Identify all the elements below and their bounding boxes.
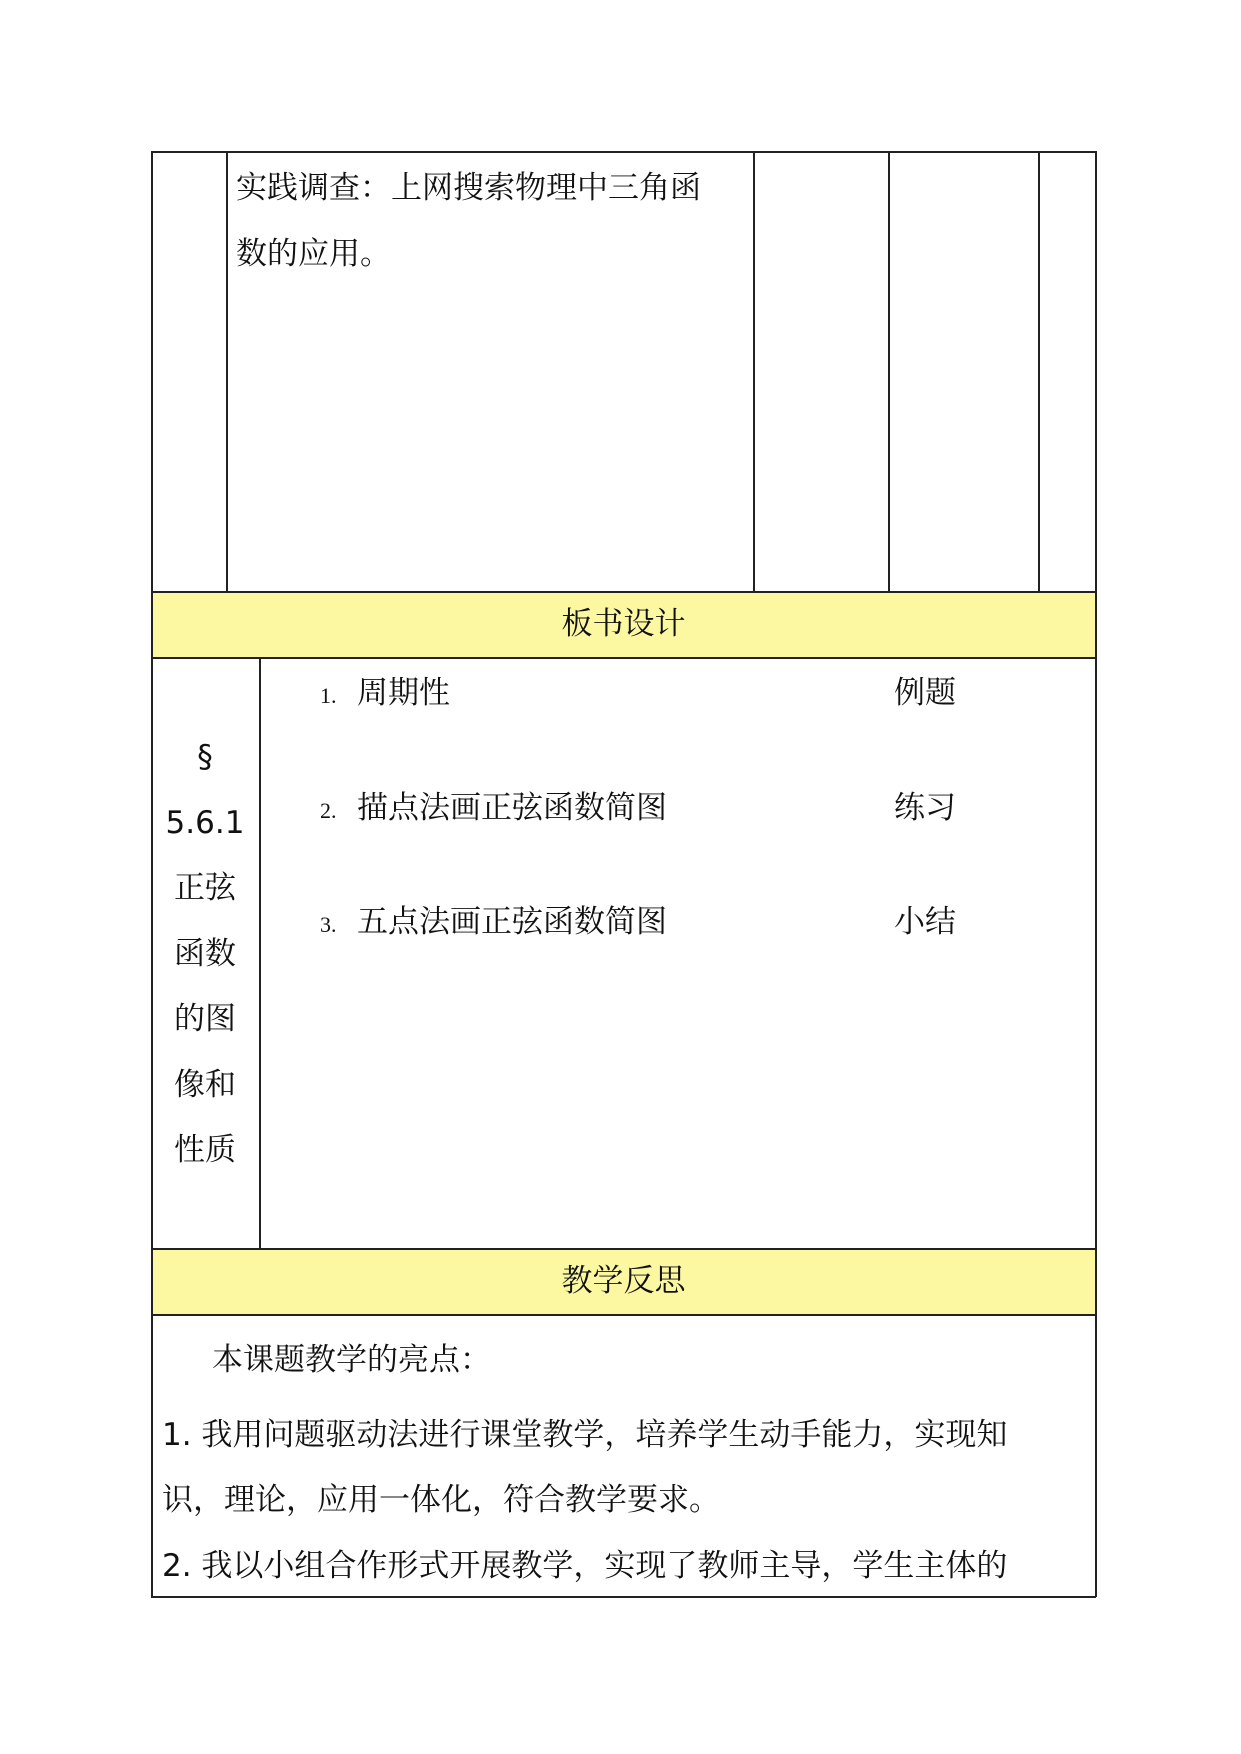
section-title-line: 像和 [174,1067,236,1103]
row-divider [151,657,1096,659]
reflection-title: 教学反思 [561,1263,686,1299]
section-title-line: 性质 [174,1132,236,1168]
reflection-intro: 本课题教学的亮点： [212,1342,491,1378]
column-divider [753,151,755,592]
list-item-side: 例题 [894,675,956,711]
section-title-line: 5.6.1 [165,805,245,841]
list-item-side: 练习 [894,790,956,826]
table-bottom-border [151,1596,1096,1598]
row-divider [151,591,1096,593]
table-top-border [151,151,1096,153]
list-item-number: 3. [320,912,337,937]
section-title-line: 函数 [174,936,236,972]
practice-text-line: 数的应用。 [236,236,391,272]
reflection-paragraph-line: 1. 我用问题驱动法进行课堂教学，培养学生动手能力，实现知 [162,1417,1008,1453]
column-divider [1038,151,1040,592]
row-divider [151,1314,1096,1316]
list-item-side: 小结 [894,904,956,940]
list-item-text: 描点法画正弦函数简图 [357,790,667,826]
column-divider [259,657,261,1248]
row-divider [151,1248,1096,1250]
section-title-line: 的图 [174,1001,236,1037]
column-divider [226,151,228,592]
section-title-line: 正弦 [174,870,236,906]
list-item-text: 周期性 [357,675,450,711]
reflection-paragraph-line: 识，理论，应用一体化，符合教学要求。 [162,1482,720,1518]
reflection-paragraph-line: 2. 我以小组合作形式开展教学，实现了教师主导，学生主体的 [162,1548,1008,1584]
practice-text-line: 实践调查：上网搜索物理中三角函 [236,170,701,206]
board-design-title: 板书设计 [561,606,686,642]
section-title-line: § [197,739,213,775]
table-right-border [1095,151,1097,1597]
list-item-text: 五点法画正弦函数简图 [357,904,667,940]
column-divider [888,151,890,592]
list-item-number: 1. [320,683,337,708]
list-item-number: 2. [320,798,337,823]
